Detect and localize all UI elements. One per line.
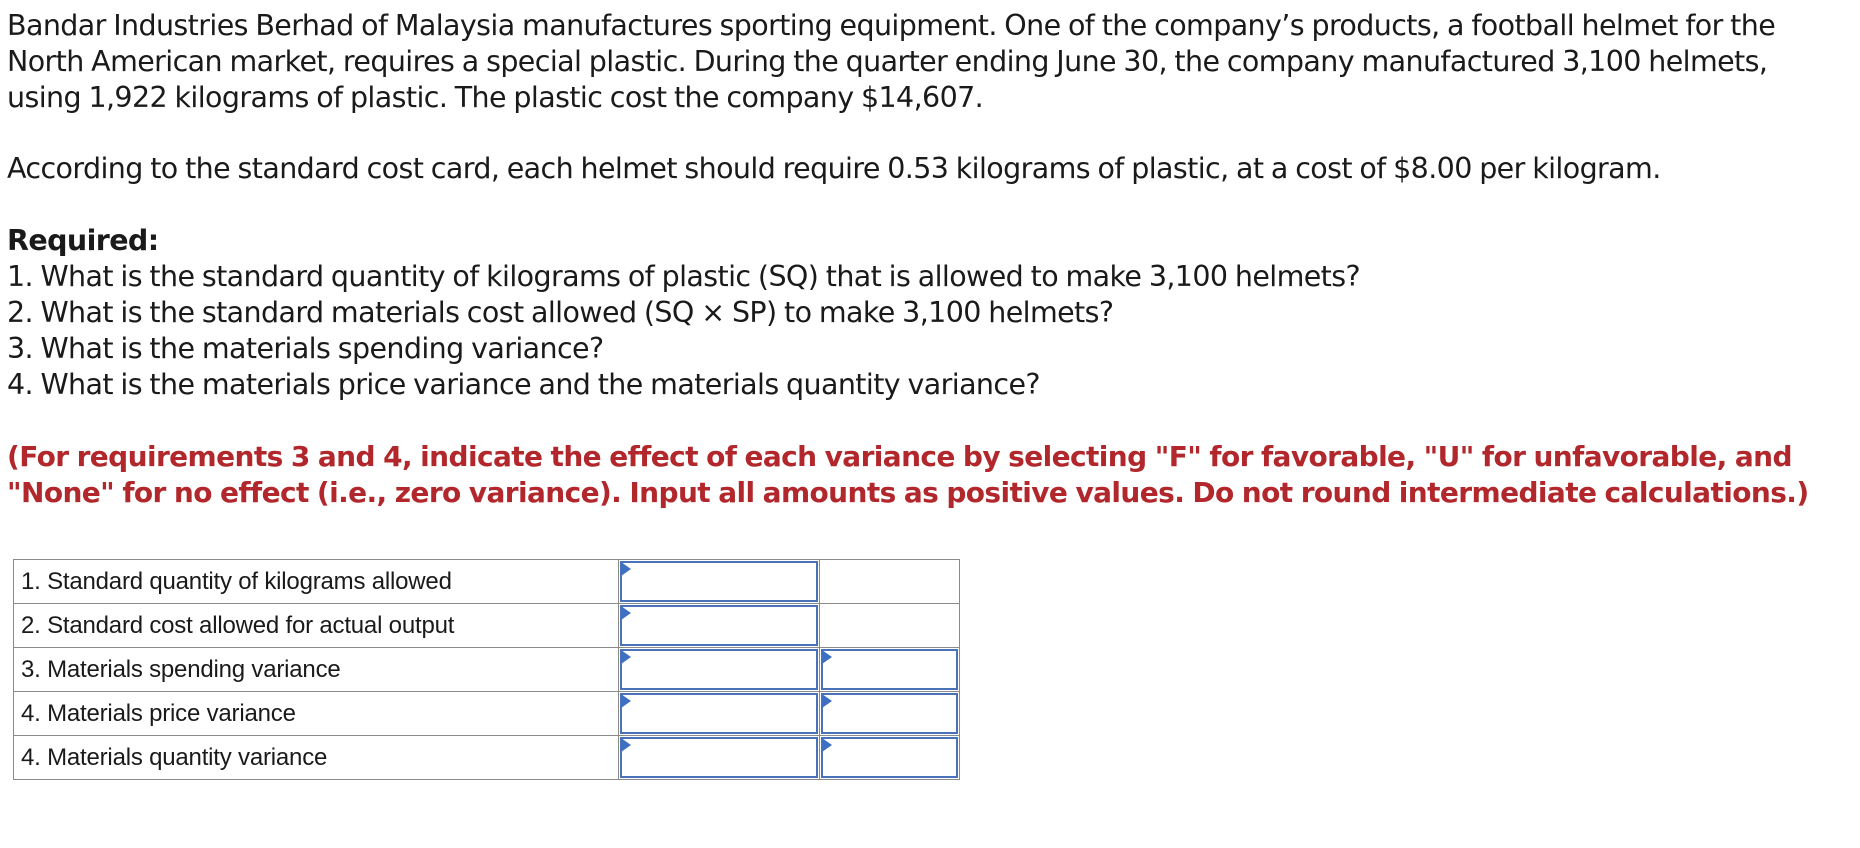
question-4: 4. What is the materials price variance and the materials quantity variance? <box>7 368 1040 401</box>
spending-variance-effect-select[interactable] <box>821 649 958 690</box>
problem-content <box>7 8 1847 511</box>
required-heading: Required: <box>7 224 159 257</box>
table-row <box>14 604 960 648</box>
instructions-text: (For requirements 3 and 4, indicate the effect of each variance by selecting "F" for favorable, "U" for unfavorable, and "None" for no effect (i.e., zero variance). Input all amounts as positive values. Do not round intermediate calculations.) <box>7 440 1809 509</box>
question-1: 1. What is the standard quantity of kilograms of plastic (SQ) that is allowed to make 3,100 helmets? <box>7 260 1361 293</box>
amount-cell <box>619 648 820 692</box>
table-row <box>14 648 960 692</box>
effect-cell <box>820 692 960 736</box>
table-row <box>14 692 960 736</box>
price-variance-effect-select[interactable] <box>821 693 958 734</box>
row-label: 3. Materials spending variance <box>14 648 619 692</box>
amount-cell <box>619 692 820 736</box>
quantity-variance-effect-select[interactable] <box>821 737 958 778</box>
problem-intro: Bandar Industries Berhad of Malaysia manufactures sporting equipment. One of the company’s products, a football helmet for the North American market, requires a special plastic. During the quarter ending June 30, the company manufactured 3,100 helmets, using 1,922 kilograms of plastic. The plastic cost the company $14,607. <box>7 9 1776 114</box>
quantity-variance-input[interactable] <box>620 737 818 778</box>
table-row <box>14 736 960 780</box>
question-2: 2. What is the standard materials cost allowed (SQ × SP) to make 3,100 helmets? <box>7 296 1114 329</box>
amount-cell <box>619 604 820 648</box>
effect-cell <box>820 736 960 780</box>
amount-cell <box>619 736 820 780</box>
row-label: 4. Materials price variance <box>14 692 619 736</box>
standard-cost-input[interactable] <box>620 605 818 646</box>
standard-cost-text: According to the standard cost card, each helmet should require 0.53 kilograms of plastic, at a cost of $8.00 per kilogram. <box>7 152 1661 185</box>
effect-cell-empty <box>820 604 960 648</box>
effect-cell-empty <box>820 560 960 604</box>
amount-cell <box>619 560 820 604</box>
price-variance-input[interactable] <box>620 693 818 734</box>
effect-cell <box>820 648 960 692</box>
standard-quantity-input[interactable] <box>620 561 818 602</box>
row-label: 2. Standard cost allowed for actual output <box>14 604 619 648</box>
table-row <box>14 560 960 604</box>
answer-table <box>13 559 960 780</box>
spending-variance-input[interactable] <box>620 649 818 690</box>
row-label: 1. Standard quantity of kilograms allowed <box>14 560 619 604</box>
question-3: 3. What is the materials spending variance? <box>7 332 604 365</box>
row-label: 4. Materials quantity variance <box>14 736 619 780</box>
